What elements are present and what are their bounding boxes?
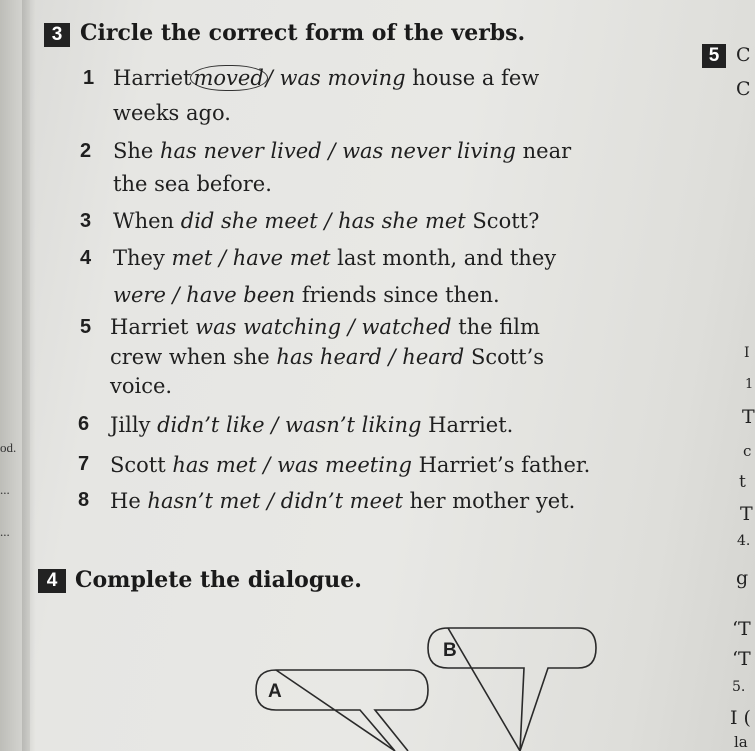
item-text: near xyxy=(515,139,572,163)
left-fragment: od. xyxy=(0,440,17,455)
right-fragment: 5. xyxy=(732,679,746,695)
item-text: her mother yet. xyxy=(402,489,576,513)
item-text: They xyxy=(113,246,172,270)
right-fragment: g xyxy=(736,567,749,589)
item-text: Harriet. xyxy=(421,413,514,437)
right-fragment: C xyxy=(736,78,751,100)
item-number: 1 xyxy=(83,67,95,89)
right-fragment: T xyxy=(742,406,755,428)
item-number: 2 xyxy=(80,140,92,162)
item-number: 8 xyxy=(78,489,90,511)
item-text: Harriet xyxy=(110,315,196,339)
item-options[interactable]: did she meet / has she met xyxy=(180,209,466,233)
left-fragment: ... xyxy=(0,524,10,539)
item-options[interactable]: / was moving xyxy=(265,66,406,90)
right-fragment: 4. xyxy=(737,533,751,549)
item-options[interactable]: has heard / heard xyxy=(276,345,465,369)
right-fragment: C xyxy=(736,44,751,66)
exercise-item-1-line2: weeks ago. xyxy=(113,101,231,125)
item-number: 6 xyxy=(78,413,90,435)
item-options[interactable]: was watching / watched xyxy=(195,315,452,339)
exercise-number: 4 xyxy=(46,570,58,591)
right-fragment: c xyxy=(743,442,752,460)
item-text: When xyxy=(113,209,181,233)
item-options[interactable]: were / have been xyxy=(113,283,296,307)
bubble-label-b: B xyxy=(443,640,457,661)
item-text: Harriet’s father. xyxy=(411,453,591,477)
item-number: 7 xyxy=(78,453,90,475)
right-fragment: I ( xyxy=(730,707,751,729)
right-fragment: T xyxy=(740,503,753,525)
exercise-number: 3 xyxy=(51,24,63,45)
item-options[interactable]: didn’t like / wasn’t liking xyxy=(157,413,422,437)
item-text: the film xyxy=(451,315,540,339)
right-fragment: la xyxy=(734,733,748,751)
item-text: house a few xyxy=(405,66,540,90)
bubble-label-a: A xyxy=(268,681,282,702)
item-text: Jilly xyxy=(110,413,158,437)
exercise-title: Circle the correct form of the verbs. xyxy=(80,20,526,46)
item-number: 5 xyxy=(80,316,92,338)
item-options[interactable]: hasn’t met / didn’t meet xyxy=(147,489,403,513)
item-text: Harriet xyxy=(113,66,192,90)
item-text: friends since then. xyxy=(295,283,500,307)
exercise-item-5-line3: voice. xyxy=(110,374,173,398)
item-number: 4 xyxy=(80,247,92,269)
right-fragment: 1 xyxy=(745,377,754,392)
item-text: Scott? xyxy=(465,209,540,233)
item-text: She xyxy=(113,139,161,163)
exercise-number: 5 xyxy=(708,45,720,66)
exercise-title: Complete the dialogue. xyxy=(75,567,362,593)
right-fragment: ‘T xyxy=(732,618,751,640)
right-fragment: ‘T xyxy=(732,648,751,670)
item-text: Scott xyxy=(110,453,173,477)
item-text: crew when she xyxy=(110,345,277,369)
item-number: 3 xyxy=(80,210,92,232)
exercise-number-badge xyxy=(702,44,726,68)
item-text: Scott’s xyxy=(464,345,545,369)
item-options[interactable]: has never lived / was never living xyxy=(160,139,516,163)
item-options[interactable]: met / have met xyxy=(171,246,331,270)
right-fragment: I xyxy=(744,345,750,361)
circled-answer[interactable]: moved xyxy=(190,65,268,91)
right-fragment: t xyxy=(739,472,746,492)
item-text: He xyxy=(110,489,148,513)
exercise-item-2-line2: the sea before. xyxy=(113,172,272,196)
item-options[interactable]: has met / was meeting xyxy=(172,453,412,477)
item-text: last month, and they xyxy=(330,246,557,270)
left-fragment: ... xyxy=(0,482,10,497)
